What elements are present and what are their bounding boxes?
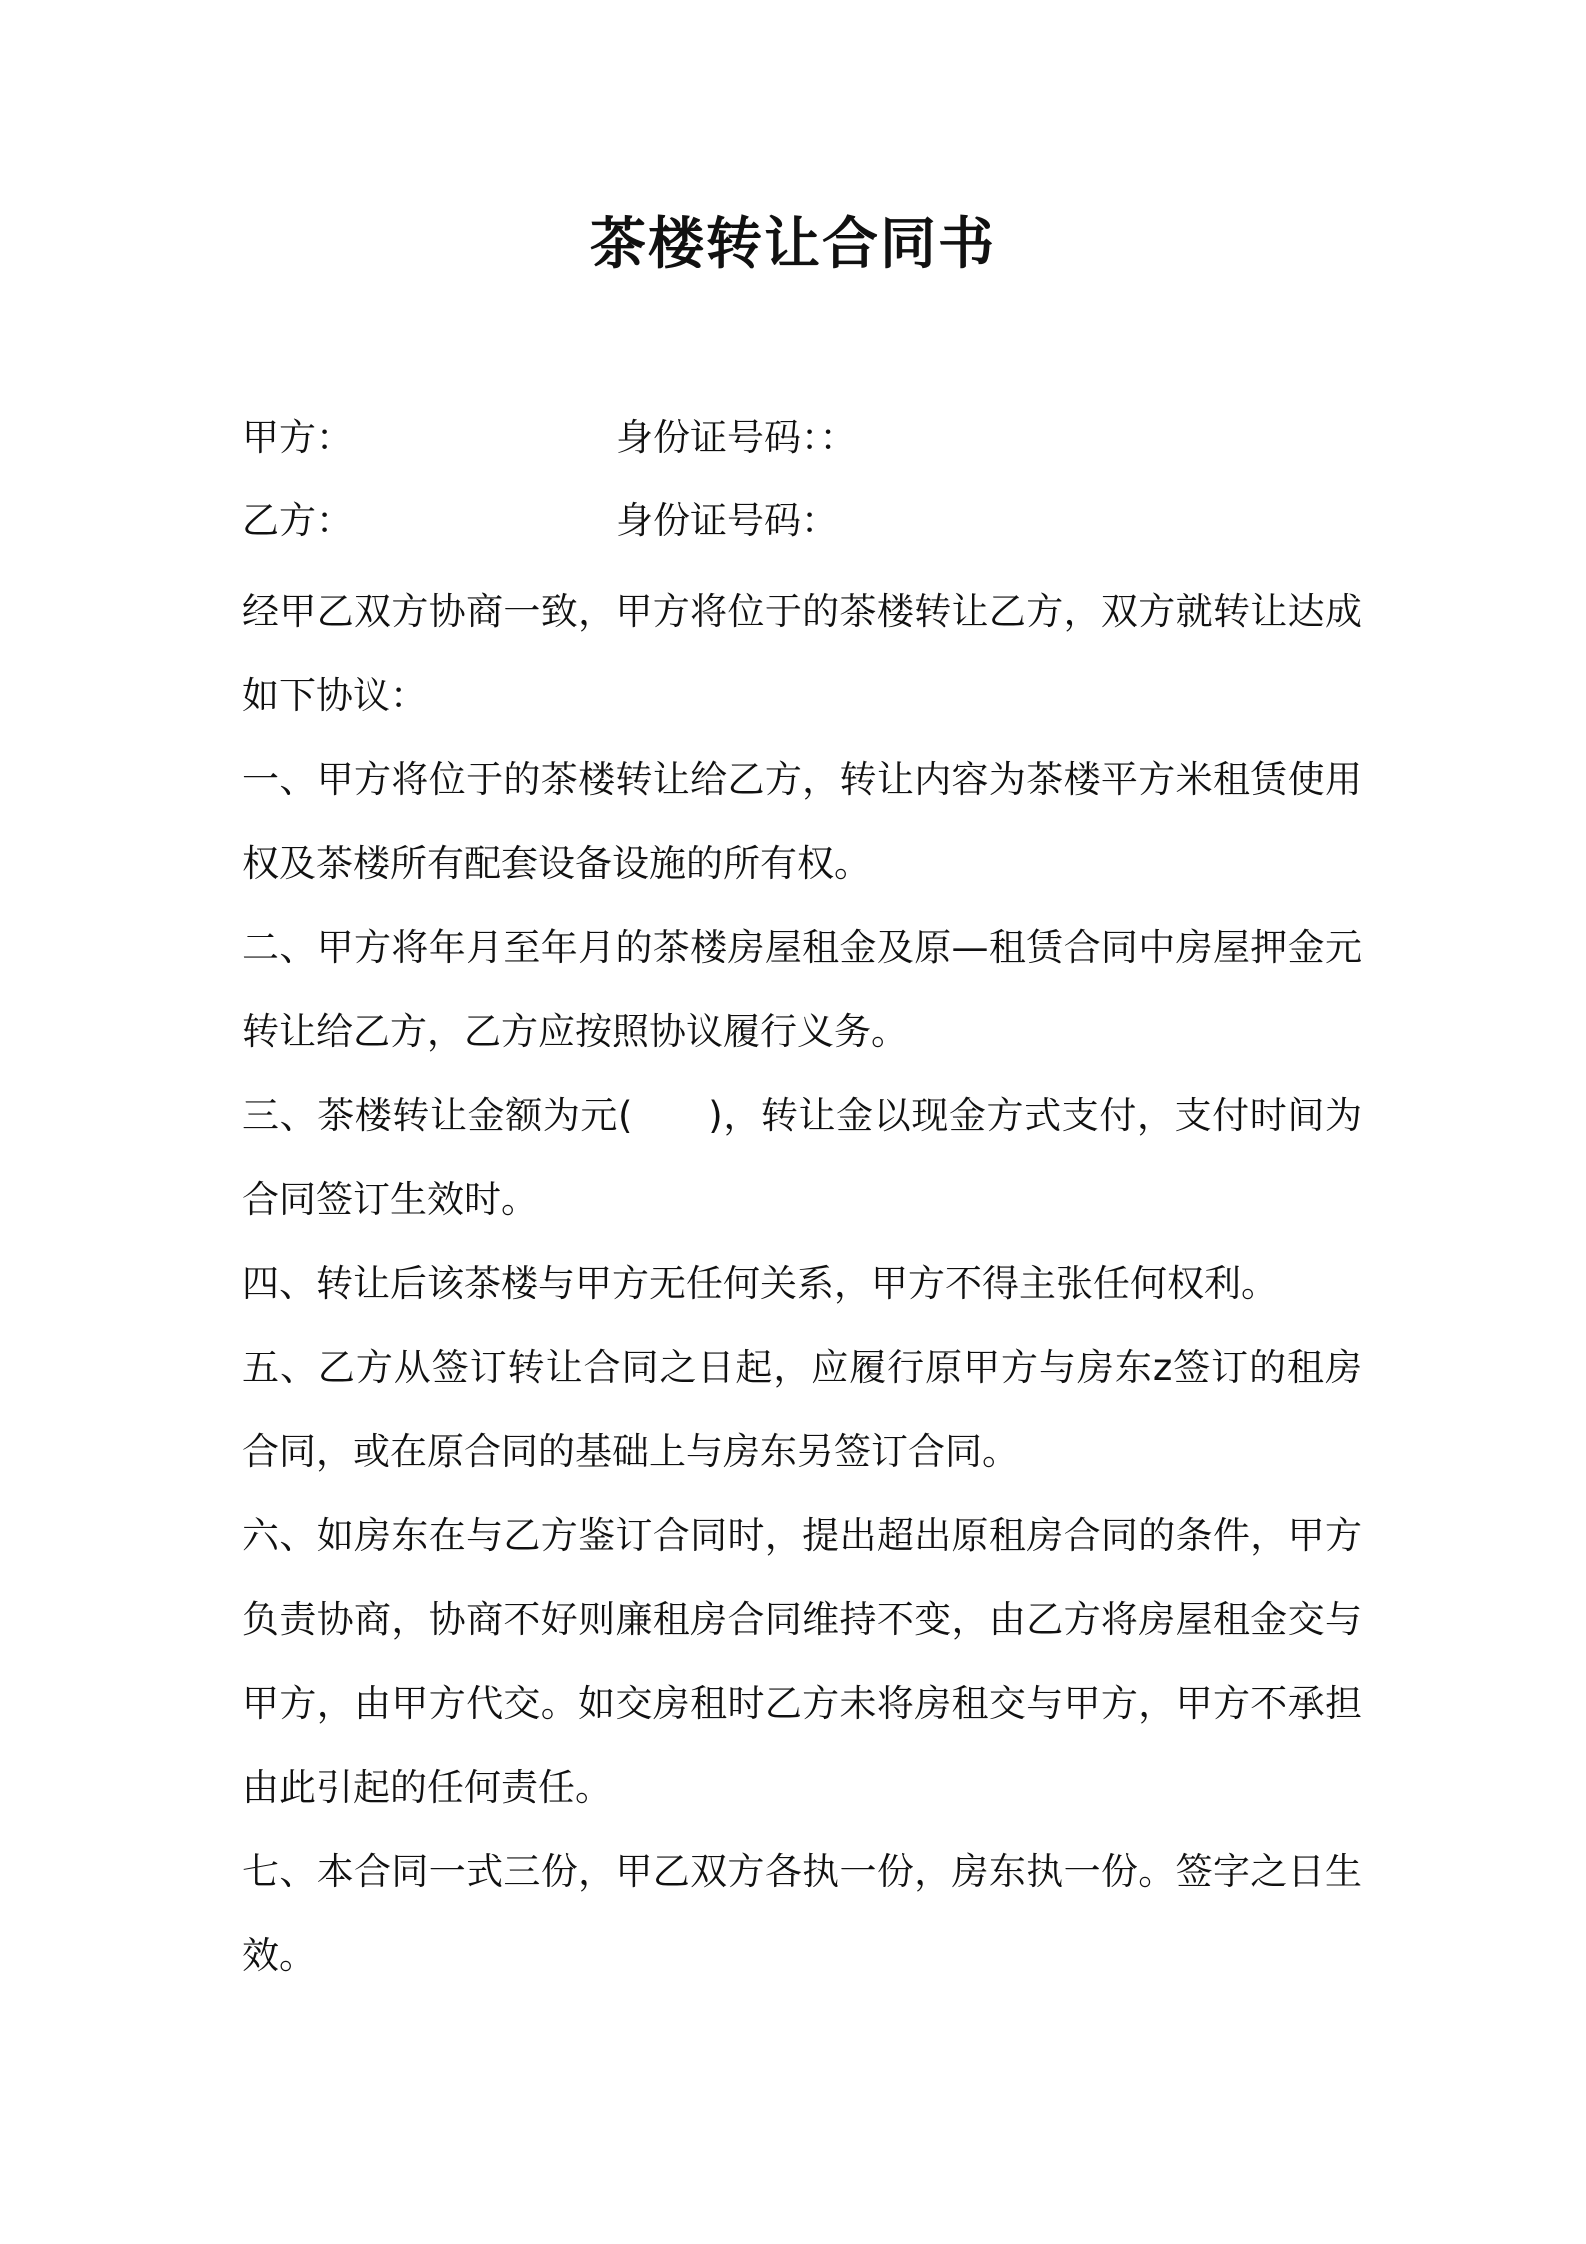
party-b-id-label: 身份证号码： xyxy=(616,499,838,542)
party-a-label: 甲方： xyxy=(242,416,353,459)
clause-7: 七、本合同一式三份，甲乙双方各执一份，房东执一份。签字之日生效。 xyxy=(242,1850,1362,1977)
party-a-id-label: 身份证号码：： xyxy=(616,416,857,459)
party-b-label: 乙方： xyxy=(242,499,353,542)
clause-5: 五、乙方从签订转让合同之日起，应履行原甲方与房东z签订的租房合同，或在原合同的基础上与房东另签订合同。 xyxy=(242,1346,1362,1473)
document-title: 茶楼转让合同书 xyxy=(590,212,996,277)
intro-paragraph: 经甲乙双方协商一致，甲方将位于的茶楼转让乙方，双方就转让达成如下协议： xyxy=(242,590,1362,717)
clause-3: 三、茶楼转让金额为元( )，转让金以现金方式支付，支付时间为合同签订生效时。 xyxy=(242,1094,1362,1221)
clause-1: 一、甲方将位于的茶楼转让给乙方，转让内容为茶楼平方米租赁使用权及茶楼所有配套设备设施的所有权。 xyxy=(242,758,1362,885)
contract-body xyxy=(242,570,1362,1998)
clause-4: 四、转让后该茶楼与甲方无任何关系，甲方不得主张任何权利。 xyxy=(242,1262,1278,1305)
clause-6: 六、如房东在与乙方鉴订合同时，提出超出原租房合同的条件，甲方负责协商，协商不好则廉租房合同维持不变，由乙方将房屋租金交与甲方，由甲方代交。如交房租时乙方未将房租交与甲方，甲方不承担由此引起的任何责任。 xyxy=(242,1514,1362,1809)
clause-2: 二、甲方将年月至年月的茶楼房屋租金及原—租赁合同中房屋押金元转让给乙方，乙方应按照协议履行义务。 xyxy=(242,926,1362,1053)
